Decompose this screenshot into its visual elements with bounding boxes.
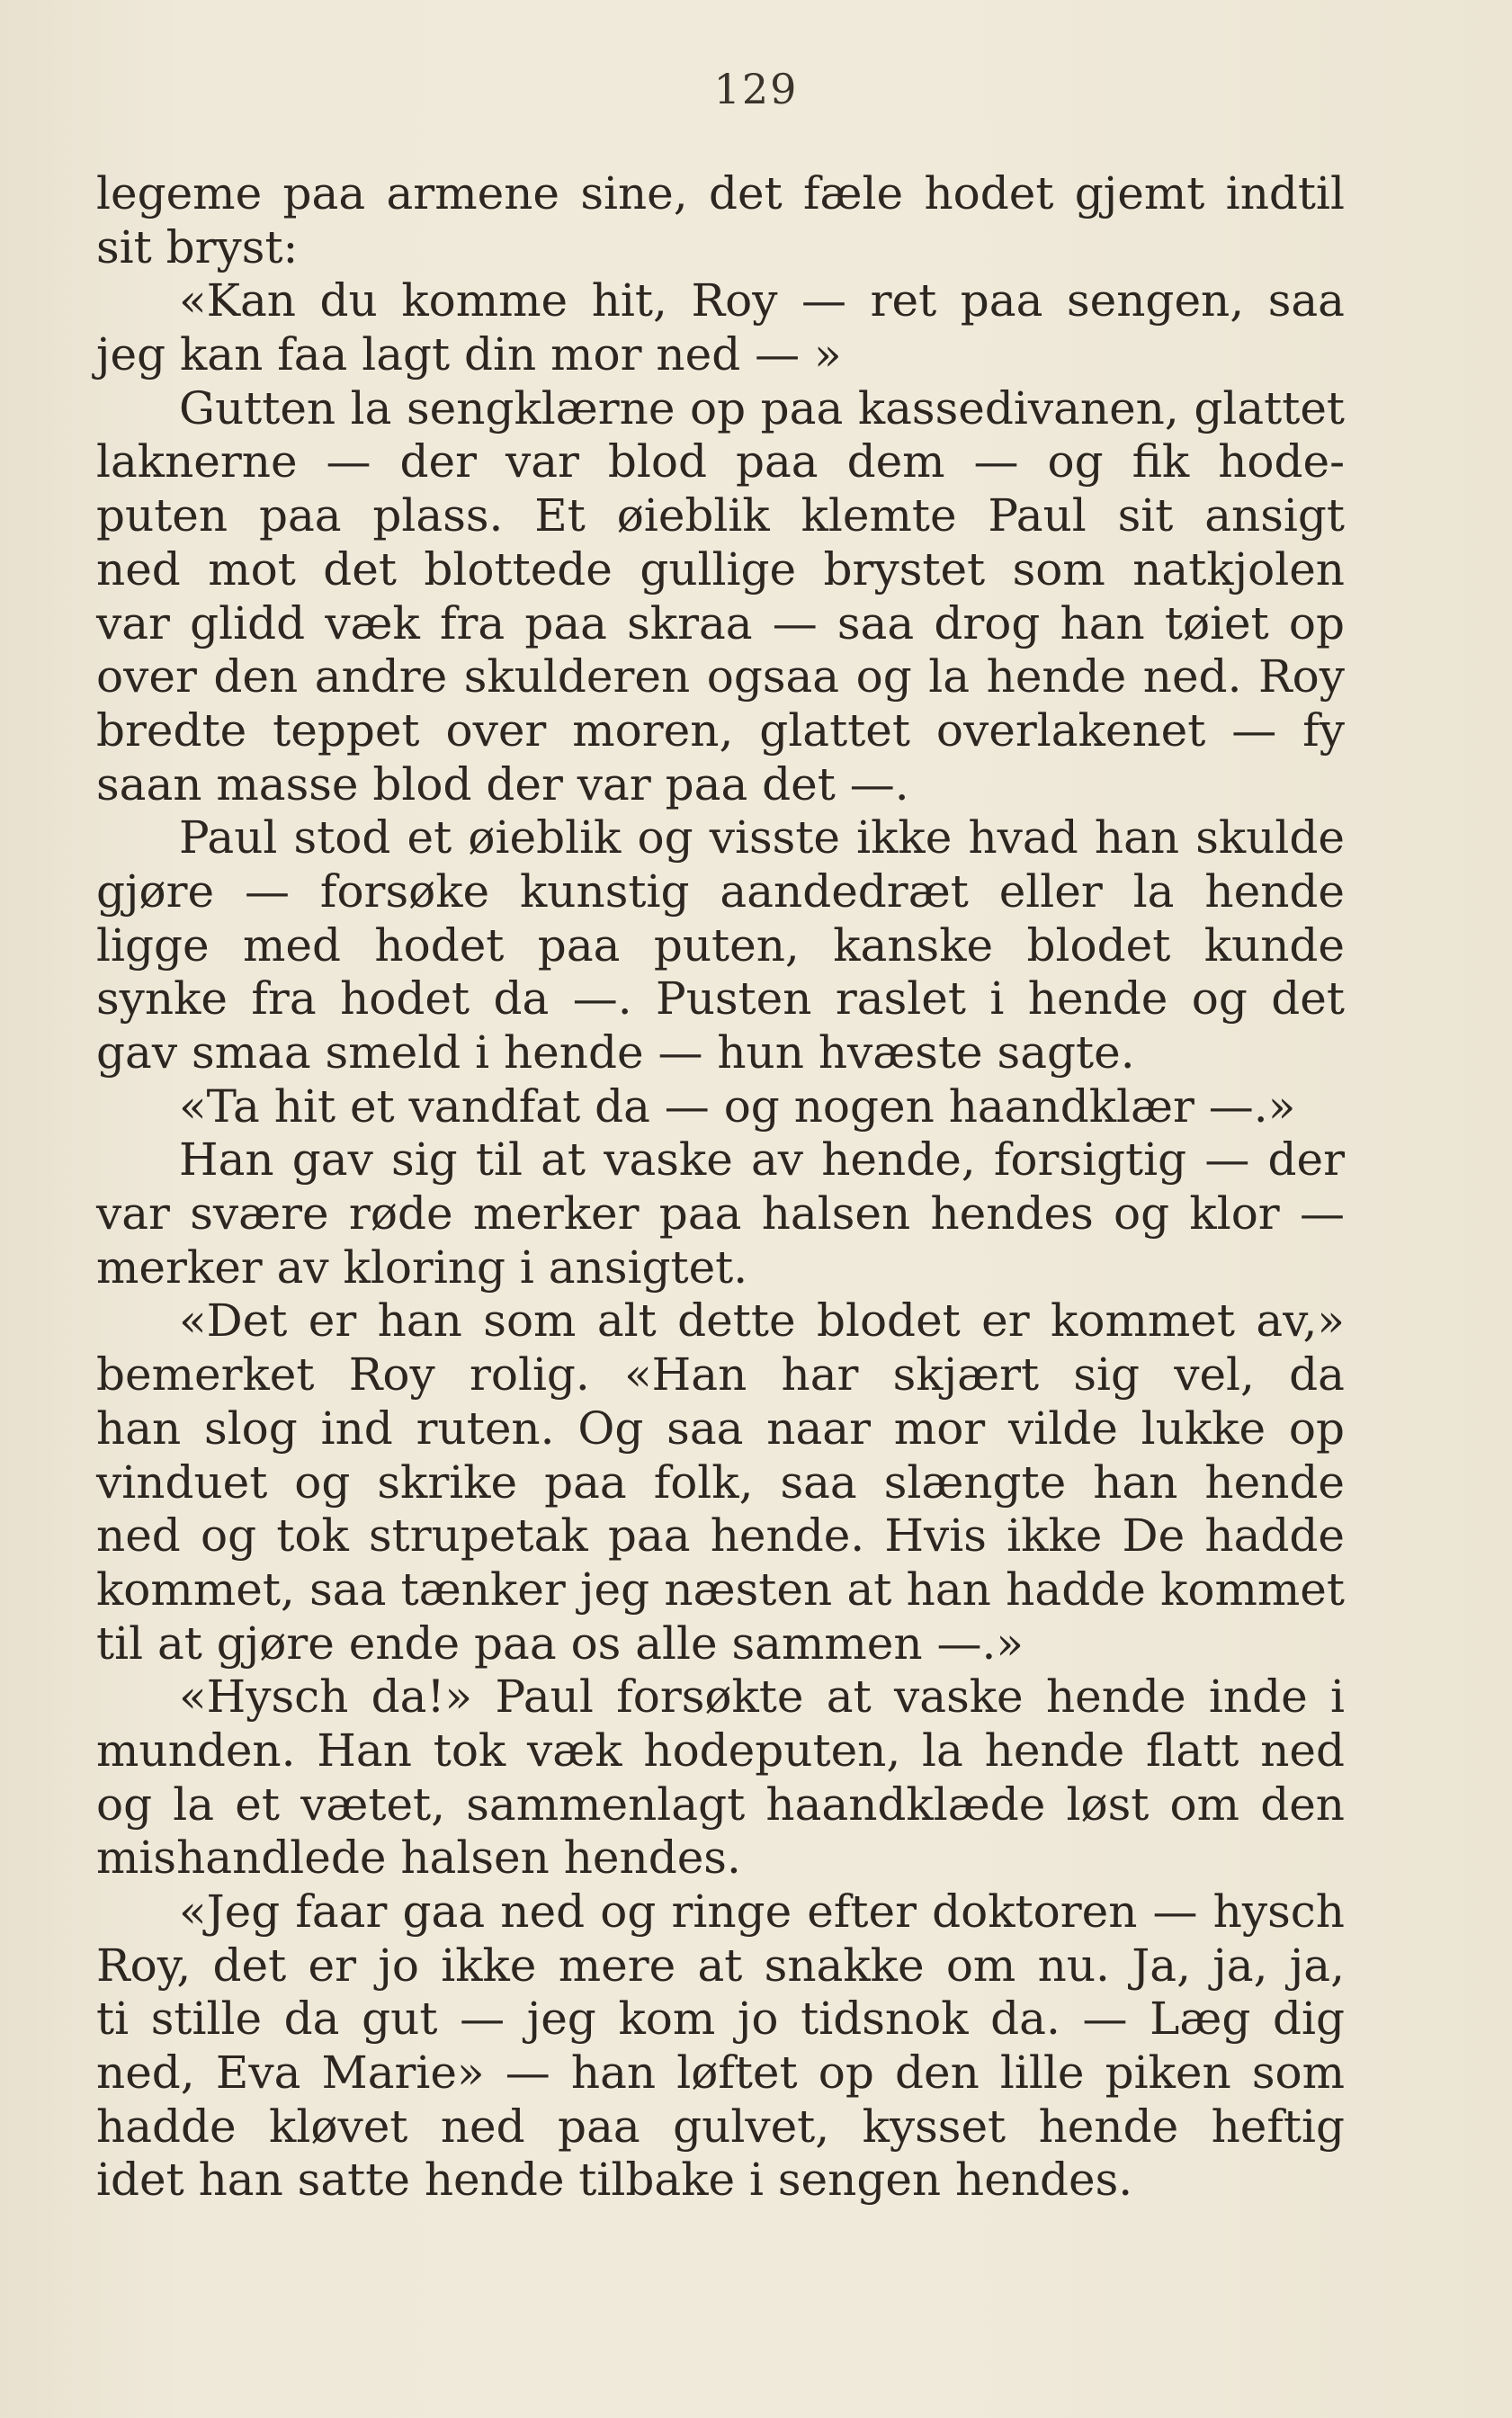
text-line: han slog ind ruten. Og saa naar mor vilde lukke op (96, 1402, 1345, 1455)
text-line: munden. Han tok væk hodeputen, la hende flatt ned (96, 1724, 1345, 1777)
text-line: kommet, saa tænker jeg næsten at han hadde kommet (96, 1563, 1345, 1616)
text-line: synke fra hodet da —. Pusten raslet i hende og det (96, 972, 1345, 1025)
body-text (96, 167, 1345, 2208)
text-line: ti stille da gut — jeg kom jo tidsnok da. — Læg dig (96, 1993, 1345, 2046)
text-line: merker av kloring i ansigtet. (96, 1240, 748, 1294)
text-line: gav smaa smeld i hende — hun hvæste sagte. (96, 1026, 1135, 1079)
text-line: til at gjøre ende paa os alle sammen —.» (96, 1616, 1024, 1670)
text-line: idet han satte hende tilbake i sengen hendes. (96, 2154, 1133, 2207)
text-line: over den andre skulderen ogsaa og la hende ned. Roy (96, 650, 1345, 703)
text-line: saan masse blod der var paa det —. (96, 757, 909, 810)
text-line: jeg kan faa lagt din mor ned — » (96, 328, 842, 381)
text-line: var svære røde merker paa halsen hendes og klor — (96, 1187, 1345, 1240)
text-line: vinduet og skrike paa folk, saa slængte han hende (96, 1455, 1345, 1509)
text-line: «Hysch da!» Paul forsøkte at vaske hende inde i (179, 1670, 1345, 1724)
text-line: bredte teppet over moren, glattet overlakenet — fy (96, 703, 1345, 757)
page-number: 129 (713, 65, 799, 113)
text-line: Paul stod et øieblik og visste ikke hvad han skulde (179, 811, 1345, 864)
text-line: Roy, det er jo ikke mere at snakke om nu. Ja, ja, ja, (96, 1939, 1345, 1992)
text-line: hadde kløvet ned paa gulvet, kysset hende heftig (96, 2100, 1345, 2153)
text-line: puten paa plass. Et øieblik klemte Paul sit ansigt (96, 489, 1345, 542)
text-line: Gutten la sengklærne op paa kassedivanen, glattet (179, 381, 1345, 434)
text-line: bemerket Roy rolig. «Han har skjært sig vel, da (96, 1348, 1345, 1402)
text-line: mishandlede halsen hendes. (96, 1831, 741, 1885)
text-line: ned, Eva Marie» — han løftet op den lille piken som (96, 2046, 1345, 2100)
text-line: «Det er han som alt dette blodet er kommet av,» (179, 1294, 1345, 1348)
text-line: og la et vætet, sammenlagt haandklæde løst om den (96, 1778, 1345, 1831)
text-line: ned mot det blottede gullige brystet som natkjolen (96, 542, 1345, 596)
text-line: «Jeg faar gaa ned og ringe efter doktoren — hysch (179, 1885, 1345, 1938)
text-line: legeme paa armene sine, det fæle hodet gjemt indtil (96, 167, 1345, 219)
text-line: ned og tok strupetak paa hende. Hvis ikke De hadde (96, 1509, 1345, 1563)
text-line: laknerne — der var blod paa dem — og fik hode- (96, 435, 1345, 488)
text-line: «Ta hit et vandfat da — og nogen haandklær —.» (179, 1079, 1296, 1133)
text-line: Han gav sig til at vaske av hende, forsigtig — der (179, 1133, 1345, 1187)
text-line: gjøre — forsøke kunstig aandedræt eller la hende (96, 864, 1345, 918)
text-line: var glidd væk fra paa skraa — saa drog han tøiet op (96, 596, 1345, 649)
text-line: sit bryst: (96, 220, 299, 273)
text-line: «Kan du komme hit, Roy — ret paa sengen, saa (179, 274, 1345, 327)
text-line: ligge med hodet paa puten, kanske blodet kunde (96, 918, 1345, 972)
